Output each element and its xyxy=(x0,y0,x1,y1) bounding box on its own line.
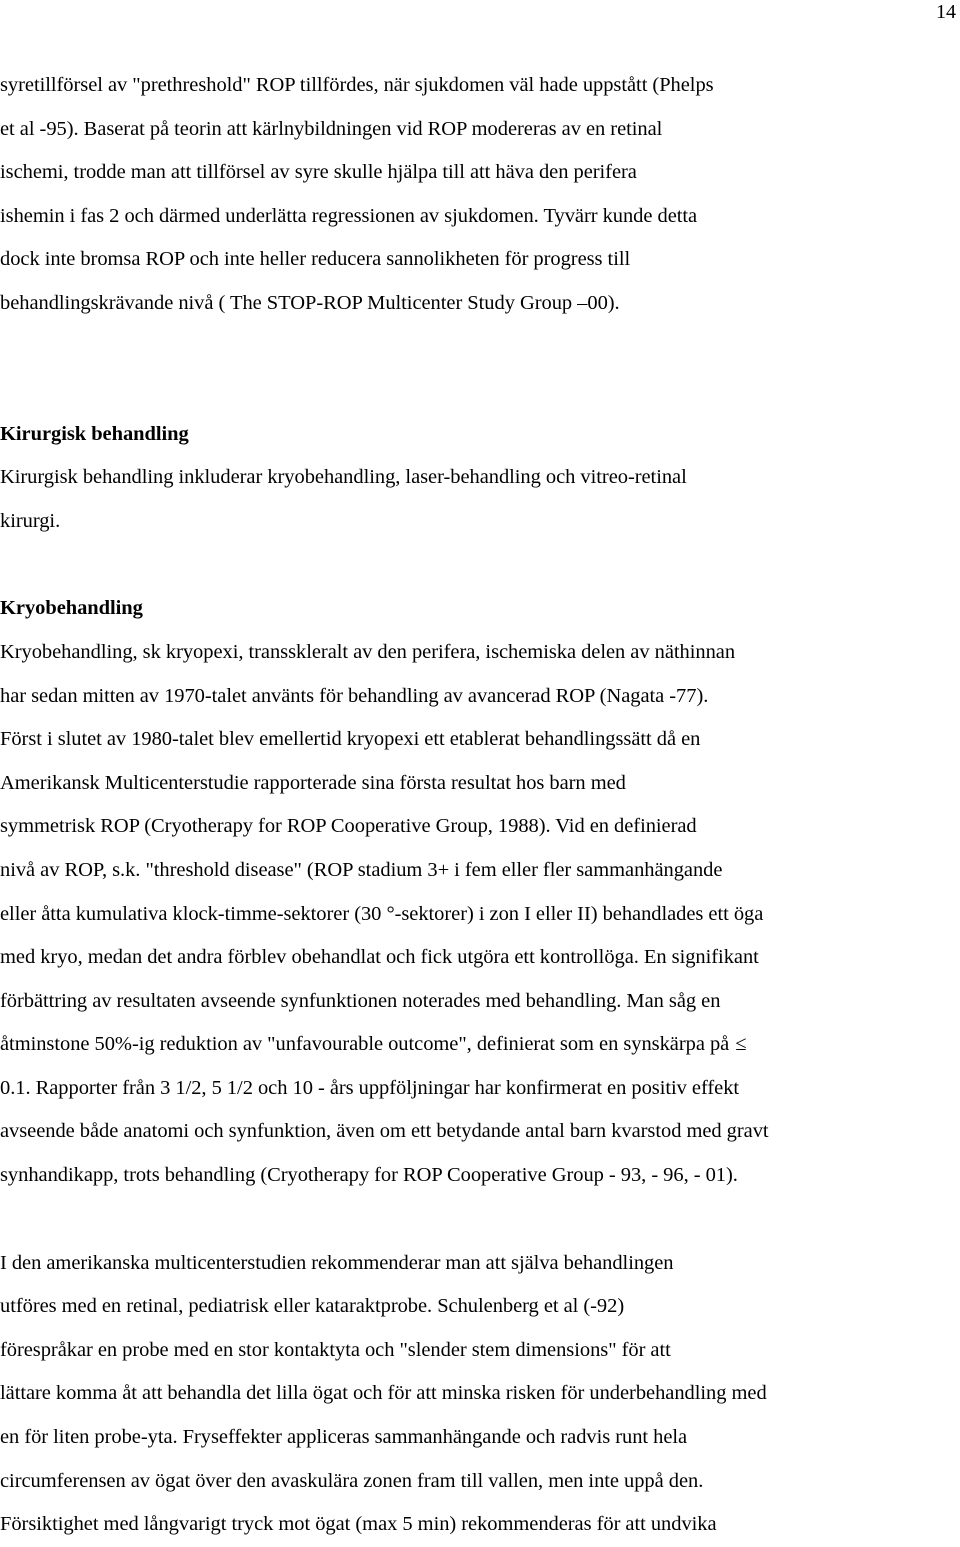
text-line: har sedan mitten av 1970-talet använts för behandling av avancerad ROP (Nagata -77). xyxy=(0,684,709,707)
text-line xyxy=(0,1023,960,1067)
text-line: förbättring av resultaten avseende synfunktionen noterades med behandling. Man såg en xyxy=(0,989,721,1012)
paragraph-stop-rop xyxy=(0,64,960,326)
text-line: I den amerikanska multicenterstudien rekommenderar man att själva behandlingen xyxy=(0,1251,674,1274)
text-segment: åtminstone 50%-ig reduktion av "unfavourable outcome", definierat som en synskärpa på xyxy=(0,1033,730,1056)
text-line: utföres med en retinal, pediatrisk eller kataraktprobe. Schulenberg et al (-92) xyxy=(0,1295,625,1318)
text-line: syretillförsel av "prethreshold" ROP tillfördes, när sjukdomen väl hade uppstått (Phelps xyxy=(0,74,714,96)
text-line: kirurgi. xyxy=(0,509,61,532)
paragraph-gap xyxy=(0,1198,960,1242)
text-line: behandlingskrävande nivå ( The STOP-ROP Multicenter Study Group –00). xyxy=(0,291,620,314)
text-line: lättare komma åt att behandla det lilla ögat och för att minska risken för underbehandling med xyxy=(0,1382,767,1405)
text-line: dock inte bromsa ROP och inte heller reducera sannolikheten för progress till xyxy=(0,248,631,271)
text-line: Försiktighet med långvarigt tryck mot ögat (max 5 min) rekommenderas för att undvika xyxy=(0,1513,717,1536)
paragraph-kryobehandling xyxy=(0,631,960,1198)
less-than-or-equal-symbol: ≤ xyxy=(735,1033,747,1056)
heading-kirurgisk-behandling: Kirurgisk behandling xyxy=(0,422,189,445)
text-line: Kryobehandling, sk kryopexi, transskleralt av den perifera, ischemiska delen av näthinnan xyxy=(0,640,736,663)
text-line: med kryo, medan det andra förblev obehandlat och fick utgöra ett kontrollöga. En signifikant xyxy=(0,946,759,969)
text-line: eller åtta kumulativa klock-timme-sektorer (30 °-sektorer) i zon I eller II) behandlades ett öga xyxy=(0,902,764,925)
text-line: symmetrisk ROP (Cryotherapy for ROP Cooperative Group, 1988). Vid en definierad xyxy=(0,815,697,838)
text-line: ischemi, trodde man att tillförsel av syre skulle hjälpa till att häva den perifera xyxy=(0,161,637,184)
text-line: avseende både anatomi och synfunktion, även om ett betydande antal barn kvarstod med gravt xyxy=(0,1120,769,1143)
heading-kryobehandling: Kryobehandling xyxy=(0,597,143,620)
text-line: förespråkar en probe med en stor kontaktyta och "slender stem dimensions" för att xyxy=(0,1338,671,1361)
paragraph-gap xyxy=(0,543,960,587)
text-line: ishemin i fas 2 och därmed underlätta regressionen av sjukdomen. Tyvärr kunde detta xyxy=(0,204,698,227)
page-number: 14 xyxy=(936,1,956,23)
text-line: 0.1. Rapporter från 3 1/2, 5 1/2 och 10 - års uppföljningar har konfirmerat en positiv effekt xyxy=(0,1076,740,1099)
text-line: en för liten probe-yta. Fryseffekter appliceras sammanhängande och radvis runt hela xyxy=(0,1426,688,1449)
text-line: nivå av ROP, s.k. "threshold disease" (ROP stadium 3+ i fem eller fler sammanhängande xyxy=(0,858,723,881)
text-line: Först i slutet av 1980-talet blev emellertid kryopexi ett etablerat behandlingssätt då en xyxy=(0,728,701,751)
paragraph-kirurgisk xyxy=(0,456,960,543)
document-body xyxy=(0,64,960,1547)
text-line: et al -95). Baserat på teorin att kärlnybildningen vid ROP modereras av en retinal xyxy=(0,117,663,140)
text-line: circumferensen av ögat över den avaskulära zonen fram till vallen, men inte uppå den. xyxy=(0,1469,704,1492)
paragraph-multicenter xyxy=(0,1242,960,1547)
text-line: Kirurgisk behandling inkluderar kryobehandling, laser-behandling och vitreo-retinal xyxy=(0,466,687,489)
text-line: Amerikansk Multicenterstudie rapporterade sina första resultat hos barn med xyxy=(0,771,626,794)
text-line: synhandikapp, trots behandling (Cryotherapy for ROP Cooperative Group - 93, - 96, - 01). xyxy=(0,1164,738,1187)
paragraph-gap xyxy=(0,326,960,413)
